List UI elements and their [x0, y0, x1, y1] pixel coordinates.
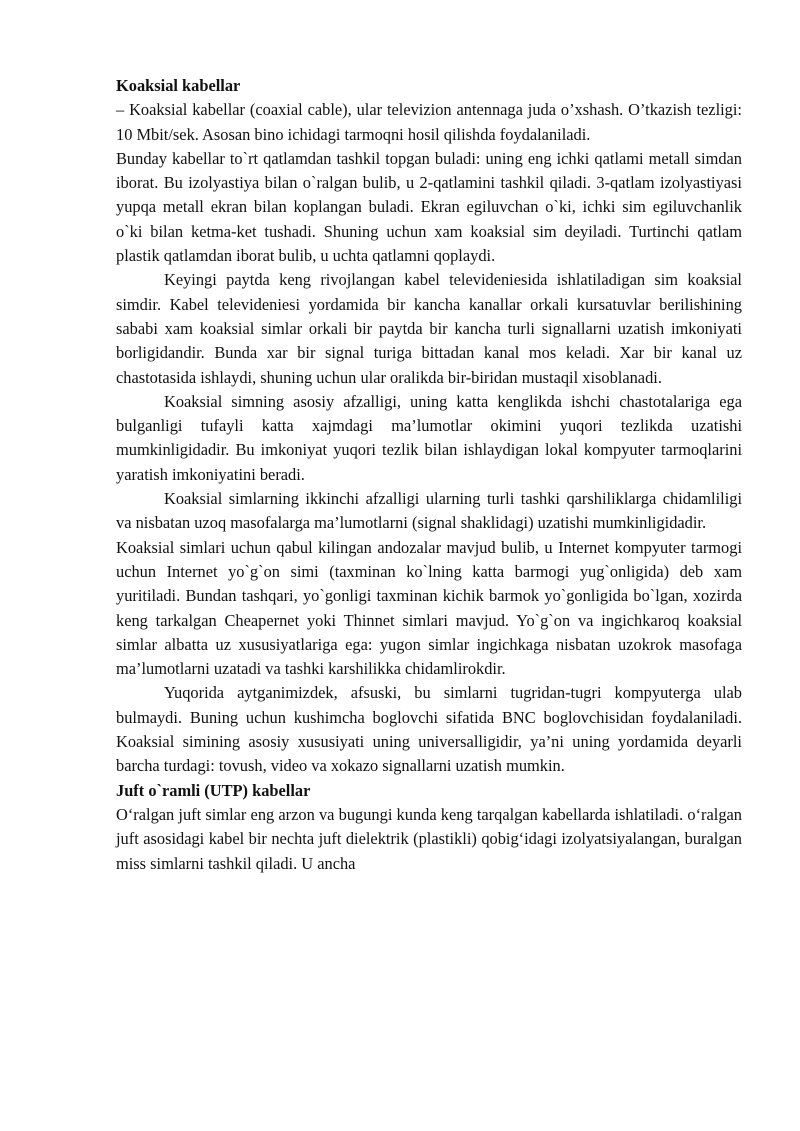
section-heading-utp: Juft o`ramli (UTP) kabellar: [116, 780, 311, 800]
section-heading-coaxial: Koaksial kabellar: [116, 76, 241, 95]
paragraph-bnc-connector: Yuqorida aytganimizdek, afsuski, bu simlarni tugridan-tugri kompyuterga ulab bulmaydi. Buning uchun kushimcha boglovchi sifatida BNC boglovchisidan foydalaniladi. Koaksial simining asosiy xususiyati uning universalligidir, ya’ni uning yordamida deyarli barcha turdagi: tovush, video va xokazo signallarni uzatish mumkin.: [116, 683, 742, 776]
paragraph-intro: – Koaksial kabellar (coaxial cable), ular televizion antennaga juda o’xshash. O’tkazish tezligi: 10 Mbit/sek. Asosan bino ichidagi tarmoqni hosil qilishda foydalaniladi.: [116, 100, 742, 144]
paragraph-first-advantage: Koaksial simning asosiy afzalligi, uning katta kenglikda ishchi chastotalariga ega bulganligi tufayli katta xajmdagi ma’lumotlar okimini yuqori tezlikda uzatishi mumkinligidadir. Bu imkoniyat yuqori tezlik bilan ishlaydigan lokal kompyuter tarmoqlarini yaratish imkoniyatini beradi.: [116, 391, 742, 484]
paragraph-cable-tv: Keyingi paytda keng rivojlangan kabel televideniesida ishlatiladigan sim koaksial simdir. Kabel televideniesi yordamida bir kancha kanallar orkali kursatuvlar berilishining sababi xam koaksial simlar orkali bir paytda bir kancha turli signallarni uzatish imkoniyati borligidandir. Bunda xar bir signal turiga bittadan kanal mos keladi. Xar bir kanal uz chastotasida ishlaydi, shuning uchun ular oralikda bir-biridan mustaqil xisoblanadi.: [116, 270, 742, 387]
document-page: [116, 74, 742, 876]
paragraph-second-advantage: Koaksial simlarning ikkinchi afzalligi ularning turli tashki qarshiliklarga chidamliligi va nisbatan uzoq masofalarga ma’lumotlarni (signal shaklidagi) uzatishi mumkinligidadir.: [116, 489, 742, 533]
paragraph-standards: Koaksial simlari uchun qabul kilingan andozalar mavjud bulib, u Internet kompyuter tarmogi uchun Internet yo`g`on simi (taxminan ko`lning katta barmogi yug`onligida) deb xam yuritiladi. Bundan tashqari, yo`gonligi taxminan kichik barmok yo`gonligida bo`lgan, xozirda keng tarkalgan Cheapernet yoki Thinnet simlari mavjud. Yo`g`on va ingichkaroq koaksial simlar albatta uz xususiyatlariga ega: yugon simlar ingichkaga nisbatan uzokrok masofaga ma’lumotlarni uzatadi va tashki karshilikka chidamlirokdir.: [116, 537, 742, 679]
paragraph-layers: Bunday kabellar to`rt qatlamdan tashkil topgan buladi: uning eng ichki qatlami metall simdan iborat. Bu izolyastiya bilan o`ralgan bulib, u 2-qatlamini tashkil qiladi. 3-qatlam izolyastiyasi yupqa metall ekran bilan koplangan buladi. Ekran egiluvchan o`ki, ichki sim egiluvchanlik o`ki bilan ketma-ket tushadi. Shuning uchun xam koaksial sim deyiladi. Turtinchi qatlam plastik qatlamdan iborat bulib, u uchta qatlamni qoplaydi.: [116, 148, 742, 266]
paragraph-twisted-pair: O‘ralgan juft simlar eng arzon va bugungi kunda keng tarqalgan kabellarda ishlatiladi. o‘ralgan juft asosidagi kabel bir nechta juft dielektrik (plastikli) qobig‘idagi izolyatsiyalangan, buralgan miss simlarni tashkil qiladi. U ancha: [116, 804, 742, 873]
